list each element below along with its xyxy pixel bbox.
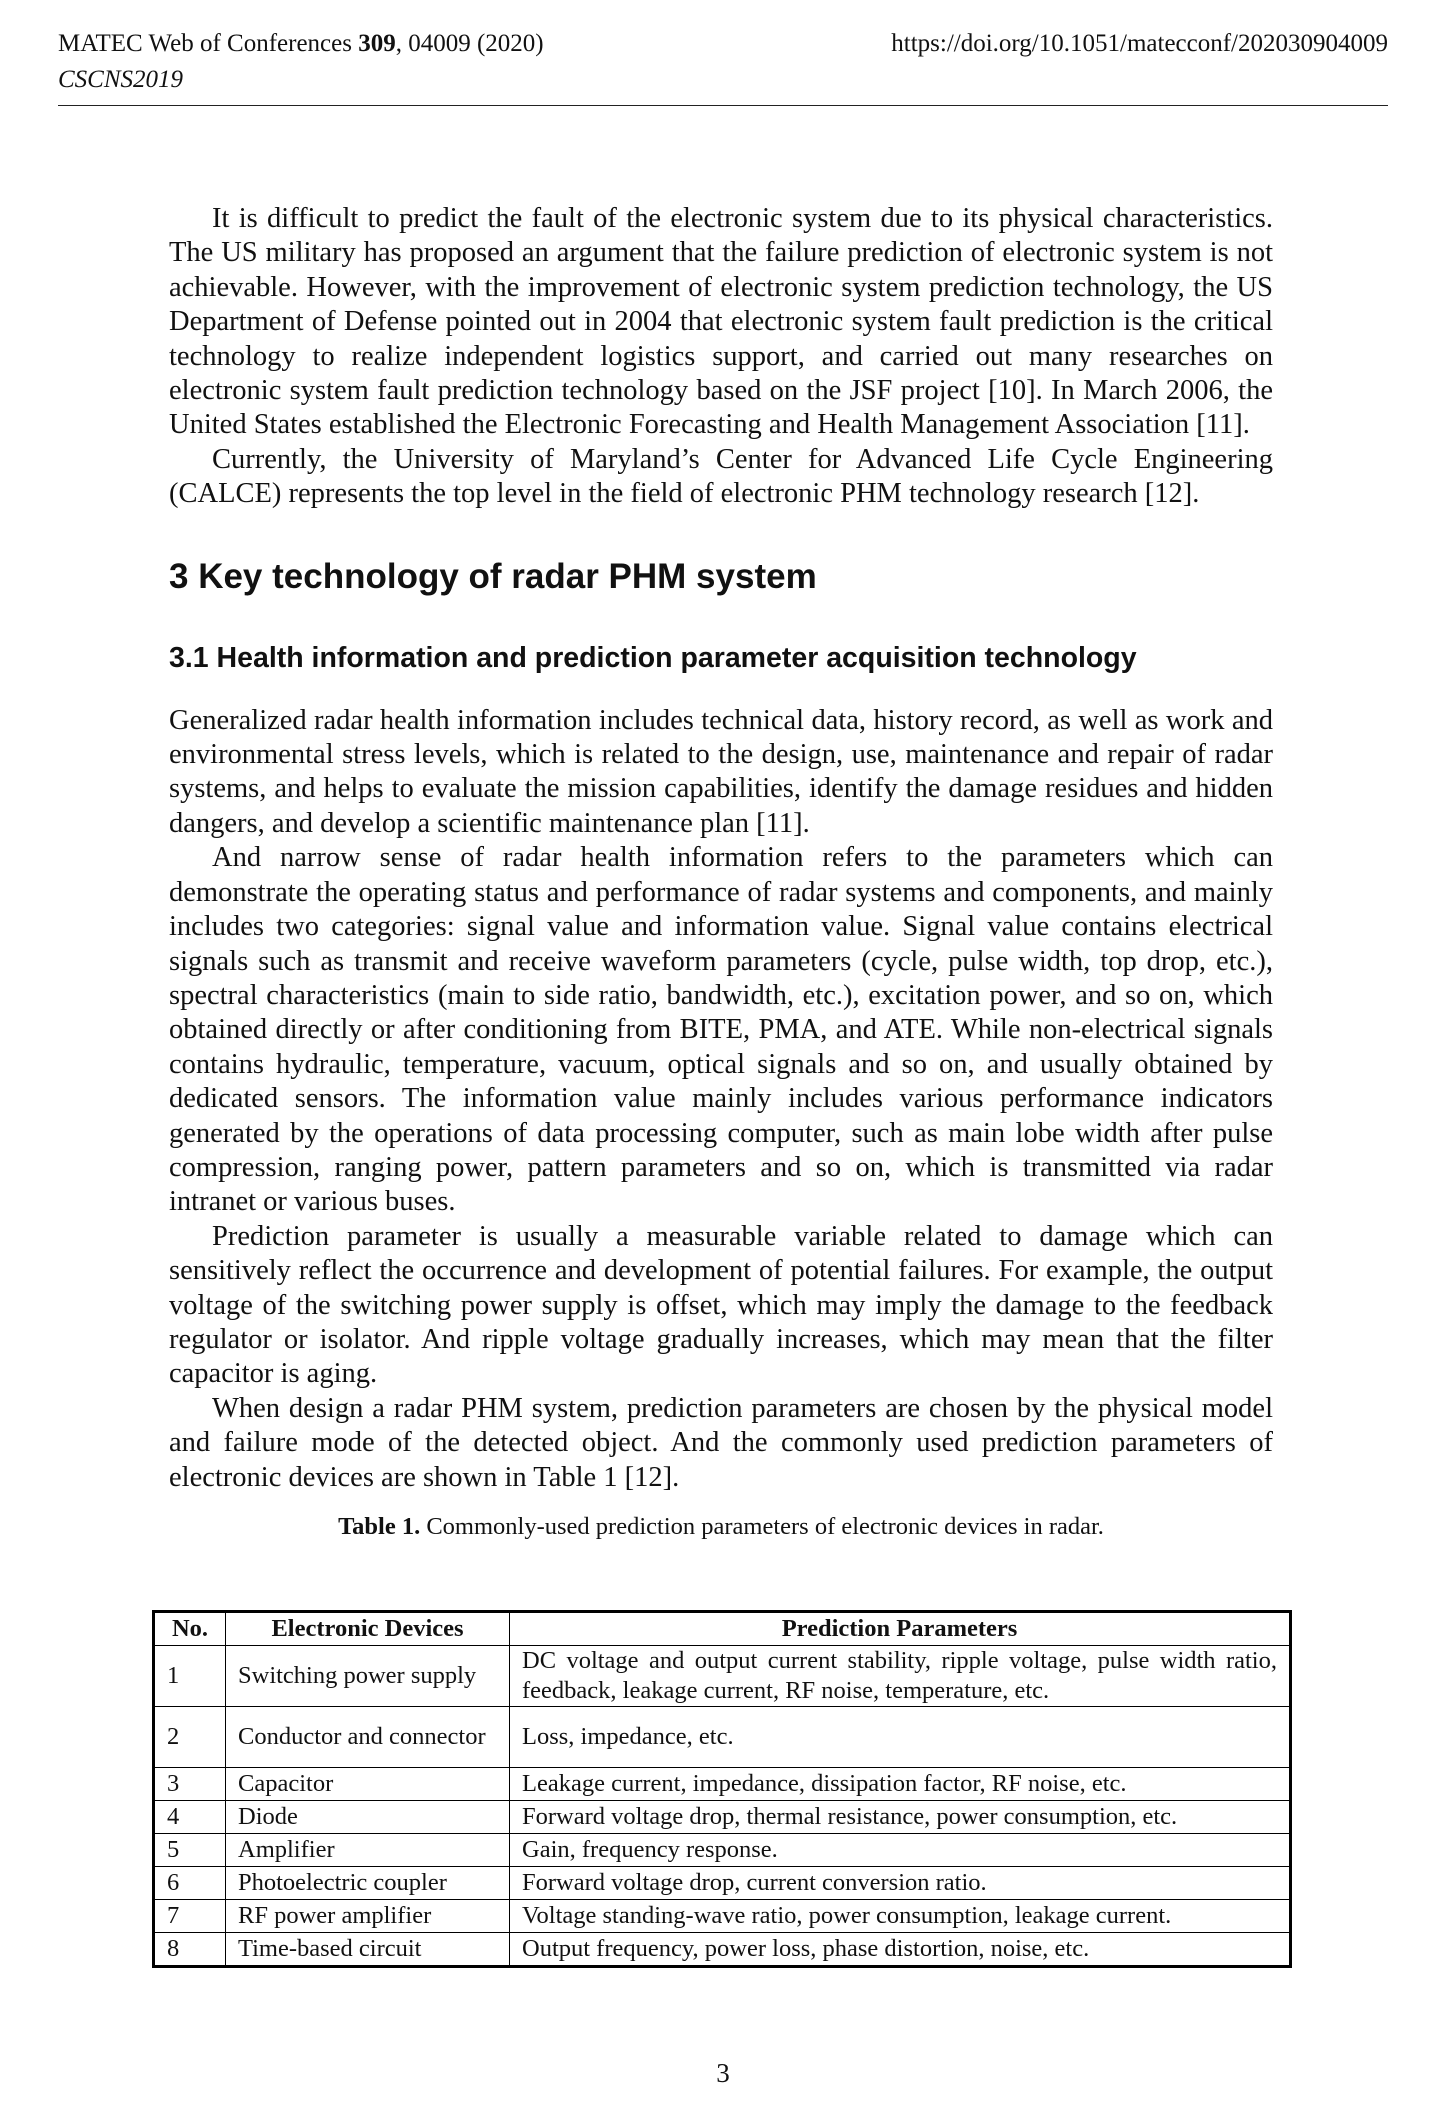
journal-citation	[58, 26, 544, 62]
paragraph: Currently, the University of Maryland’s Center for Advanced Life Cycle Engineering (CALCE) represents the top level in the field of electronic PHM technology research [12].	[169, 443, 1273, 510]
device-cell: Time-based circuit	[226, 1933, 510, 1967]
parameters-cell: Gain, frequency response.	[510, 1834, 1291, 1867]
table-row	[154, 1768, 1291, 1801]
device-cell: Switching power supply	[226, 1646, 510, 1707]
parameters-cell: Forward voltage drop, thermal resistance, power consumption, etc.	[510, 1801, 1291, 1834]
header-divider	[58, 105, 1388, 106]
row-number: 6	[154, 1867, 226, 1900]
device-cell: Diode	[226, 1801, 510, 1834]
paragraph: When design a radar PHM system, prediction parameters are chosen by the physical model and failure mode of the detected object. And the commonly used prediction parameters of electronic devices are shown in Table 1 [12].	[169, 1392, 1273, 1493]
parameters-cell: Loss, impedance, etc.	[510, 1707, 1291, 1768]
column-header-devices: Electronic Devices	[226, 1612, 510, 1646]
paragraph: It is difficult to predict the fault of the electronic system due to its physical characteristics. The US military has proposed an argument that the failure prediction of electronic system is not achievable. However, with the improvement of electronic system prediction technology, the US Department of Defense pointed out in 2004 that electronic system fault prediction is the critical technology to realize independent logistics support, and carried out many researches on electronic system fault prediction technology based on the JSF project [10]. In March 2006, the United States established the Electronic Forecasting and Health Management Association [11].	[169, 203, 1273, 441]
paragraph: Generalized radar health information includes technical data, history record, as well as work and environmental stress levels, which is related to the design, use, maintenance and repair of radar systems, and helps to evaluate the mission capabilities, identify the damage residues and hidden dangers, and develop a scientific maintenance plan [11].	[169, 704, 1273, 839]
doi-link[interactable]: https://doi.org/10.1051/matecconf/202030904009	[891, 30, 1388, 57]
prediction-parameters-table	[152, 1610, 1292, 1968]
device-cell: RF power amplifier	[226, 1900, 510, 1933]
parameters-cell: Voltage standing-wave ratio, power consumption, leakage current.	[510, 1900, 1291, 1933]
table-row	[154, 1900, 1291, 1933]
device-cell: Conductor and connector	[226, 1707, 510, 1768]
main-text	[169, 202, 1273, 1543]
table-caption	[169, 1511, 1273, 1543]
conference-name: CSCNS2019	[58, 66, 184, 93]
parameters-cell: DC voltage and output current stability, ripple voltage, pulse width ratio, feedback, leakage current, RF noise, temperature, etc.	[510, 1646, 1291, 1707]
parameters-cell: Output frequency, power loss, phase distortion, noise, etc.	[510, 1933, 1291, 1967]
table-row	[154, 1834, 1291, 1867]
row-number: 8	[154, 1933, 226, 1967]
row-number: 3	[154, 1768, 226, 1801]
table-caption-text: Commonly-used prediction parameters of electronic devices in radar.	[420, 1513, 1104, 1540]
row-number: 2	[154, 1707, 226, 1768]
parameters-cell: Forward voltage drop, current conversion ratio.	[510, 1867, 1291, 1900]
table-caption-label: Table 1.	[338, 1513, 421, 1540]
paragraph: Prediction parameter is usually a measurable variable related to damage which can sensitively reflect the occurrence and development of potential failures. For example, the output voltage of the switching power supply is offset, which may imply the damage to the feedback regulator or isolator. And ripple voltage gradually increases, which may mean that the filter capacitor is aging.	[169, 1220, 1273, 1390]
device-cell: Capacitor	[226, 1768, 510, 1801]
device-cell: Amplifier	[226, 1834, 510, 1867]
row-number: 1	[154, 1646, 226, 1707]
table-row	[154, 1707, 1291, 1768]
table-row	[154, 1801, 1291, 1834]
paragraph: And narrow sense of radar health information refers to the parameters which can demonstrate the operating status and performance of radar systems and components, and mainly includes two categories: signal value and information value. Signal value contains electrical signals such as transmit and receive waveform parameters (cycle, pulse width, top drop, etc.), spectral characteristics (main to side ratio, bandwidth, etc.), excitation power, and so on, which obtained directly or after conditioning from BITE, PMA, and ATE. While non-electrical signals contains hydraulic, temperature, vacuum, optical signals and so on, and usually obtained by dedicated sensors. The information value mainly includes various performance indicators generated by the operations of data processing computer, such as main lobe width after pulse compression, ranging power, pattern parameters and so on, which is transmitted via radar intranet or various buses.	[169, 842, 1273, 1218]
column-header-no: No.	[154, 1612, 226, 1646]
table-row	[154, 1867, 1291, 1900]
row-number: 4	[154, 1801, 226, 1834]
subsection-heading: 3.1 Health information and prediction parameter acquisition technology	[169, 641, 1137, 674]
row-number: 5	[154, 1834, 226, 1867]
table-header-row	[154, 1612, 1291, 1646]
section-heading: 3 Key technology of radar PHM system	[169, 556, 817, 596]
table-row	[154, 1646, 1291, 1707]
row-number: 7	[154, 1900, 226, 1933]
parameters-cell: Leakage current, impedance, dissipation factor, RF noise, etc.	[510, 1768, 1291, 1801]
table-row	[154, 1933, 1291, 1967]
journal-name: MATEC Web of Conferences	[58, 30, 359, 57]
page-number: 3	[716, 2058, 730, 2088]
journal-volume: 309	[358, 30, 396, 57]
device-cell: Photoelectric coupler	[226, 1867, 510, 1900]
journal-issue: , 04009 (2020)	[395, 30, 544, 57]
column-header-parameters: Prediction Parameters	[510, 1612, 1291, 1646]
